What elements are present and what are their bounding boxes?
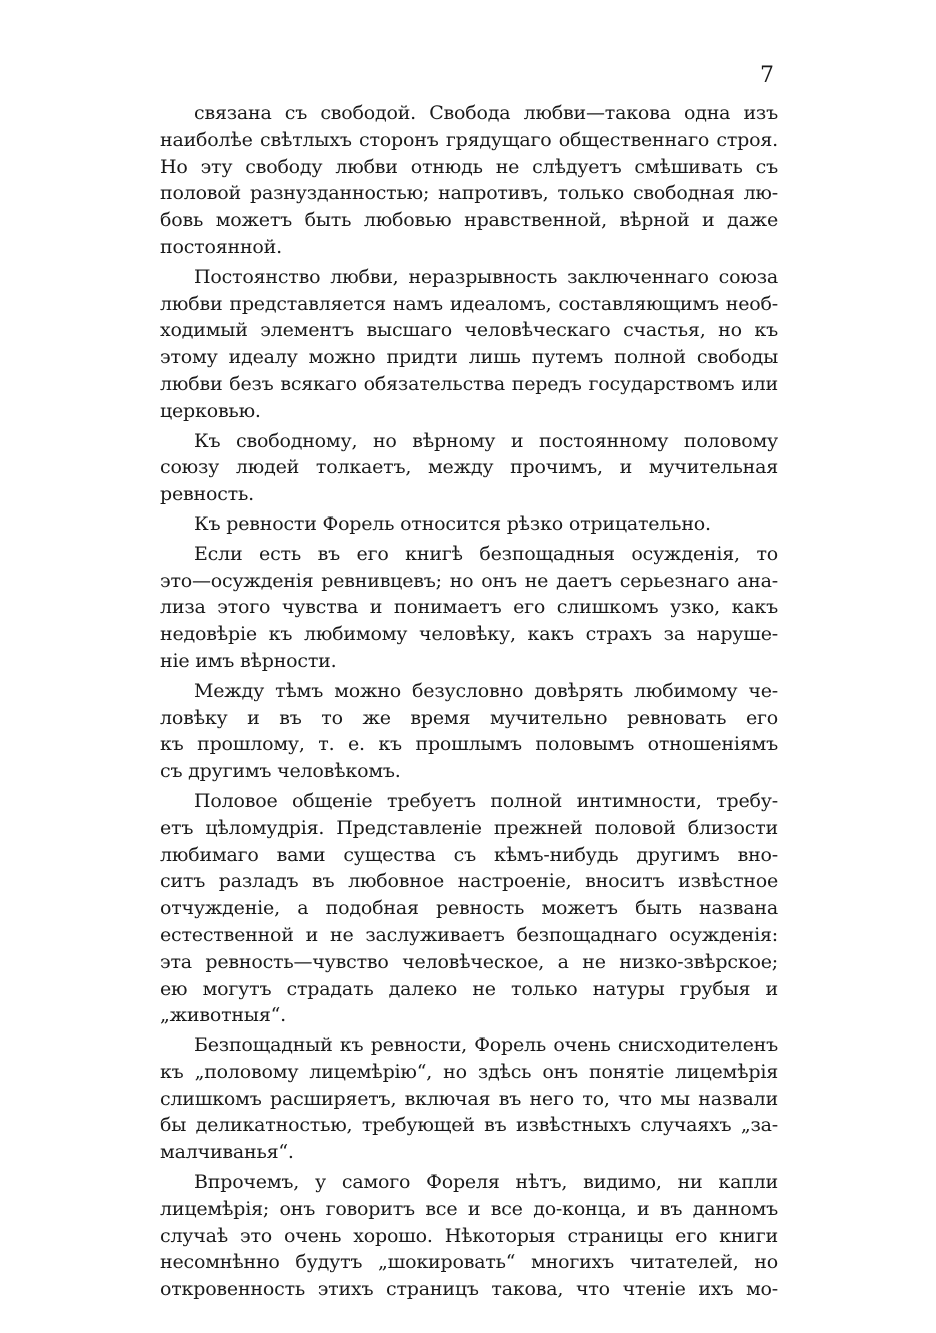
text-line: ситъ разладъ въ любовное настроеніе, вноситъ извѣстное (160, 870, 778, 893)
text-line: Если есть въ его книгѣ безпощадныя осужденія, то (194, 542, 778, 565)
paragraph (160, 100, 778, 261)
text-line: естественной и не заслуживаетъ безпощаднаго осужденія: (160, 923, 778, 946)
text-line: постоянной. (160, 235, 282, 258)
text-line: ревность. (160, 483, 254, 506)
text-line: Между тѣмъ можно безусловно довѣрять любимому че- (194, 679, 778, 702)
text-line: ніе имъ вѣрности. (160, 649, 337, 672)
text-line: Къ свободному, но вѣрному и постоянному половому (194, 429, 778, 452)
text-line: случаѣ это очень хорошо. Нѣкоторыя страницы его книги (160, 1224, 778, 1247)
text-line: любви безъ всякаго обязательства передъ государствомъ или (160, 372, 778, 395)
text-line: любви представляется намъ идеаломъ, составляющимъ необ- (160, 292, 778, 315)
text-line: это—осужденія ревнивцевъ; но онъ не даетъ серьезнаго ана- (160, 569, 778, 592)
text-line: лиза этого чувства и понимаетъ его слишкомъ узко, какъ (160, 596, 778, 619)
text-line: бы деликатностью, требующей въ извѣстныхъ случаяхъ „за- (160, 1114, 778, 1137)
text-line: ею могутъ страдать далеко не только натуры грубыя и (160, 977, 778, 1000)
paragraph (160, 541, 778, 675)
text-line: слишкомъ расширяетъ, включая въ него то, что мы назвали (160, 1087, 778, 1110)
text-line: къ прошлому, т. е. къ прошлымъ половымъ отношеніямъ (160, 733, 778, 756)
paragraph (160, 678, 778, 785)
text-line: „животныя“. (160, 1004, 286, 1027)
text-line: связана съ свободой. Свобода любви—такова одна изъ (194, 102, 778, 124)
body-text (160, 100, 778, 1303)
text-line: Постоянство любви, неразрывность заключеннаго союза (194, 265, 778, 288)
text-line: Половое общеніе требуетъ полной интимности, требу- (194, 789, 778, 812)
text-line: бовь можетъ быть любовью нравственной, вѣрной и даже (160, 209, 778, 232)
text-line: эта ревность—чувство человѣческое, а не низко-звѣрское; (160, 950, 778, 973)
text-line: наиболѣе свѣтлыхъ сторонъ грядущаго общественнаго строя. (160, 128, 778, 151)
text-line: любимаго вами существа съ кѣмъ-нибудь другимъ вно- (160, 843, 778, 866)
text-line: лицемѣрія; онъ говоритъ все и все до-конца, и въ данномъ (160, 1197, 778, 1220)
text-line: съ другимъ человѣкомъ. (160, 760, 401, 783)
paragraph (160, 511, 778, 538)
text-line: ловѣку и въ то же время мучительно ревновать его (160, 706, 778, 729)
text-line: Впрочемъ, у самого Фореля нѣтъ, видимо, ни капли (194, 1171, 778, 1194)
text-line: ходимый элементъ высшаго человѣческаго счастья, но къ (160, 319, 778, 342)
paragraph (160, 428, 778, 508)
text-line: союзу людей толкаетъ, между прочимъ, и мучительная (160, 456, 778, 479)
paragraph (160, 1032, 778, 1166)
paragraph (160, 1169, 778, 1303)
text-line: Къ ревности Форель относится рѣзко отрицательно. (194, 512, 711, 535)
paragraph (160, 264, 778, 425)
text-line: церковью. (160, 399, 261, 422)
text-line: къ „половому лицемѣрію“, но здѣсь онъ понятіе лицемѣрія (160, 1060, 778, 1083)
text-line: отчужденіе, а подобная ревность можетъ быть названа (160, 897, 778, 920)
text-line: етъ цѣломудрія. Представленіе прежней половой близости (160, 816, 778, 839)
text-line: несомнѣнно будутъ „шокировать“ многихъ читателей, но (160, 1251, 778, 1274)
page-number: 7 (760, 63, 774, 88)
text-line: Безпощадный къ ревности, Форель очень снисходителенъ (194, 1034, 778, 1057)
text-line: недовѣріе къ любимому человѣку, какъ страхъ за наруше- (160, 623, 778, 646)
text-line: малчиванья“. (160, 1141, 294, 1164)
text-line: Но эту свободу любви отнюдь не слѣдуетъ смѣшивать съ (160, 155, 778, 178)
paragraph (160, 788, 778, 1029)
text-line: откровенность этихъ страницъ такова, что чтеніе ихъ мо- (160, 1278, 778, 1301)
text-line: этому идеалу можно придти лишь путемъ полной свободы (160, 346, 778, 369)
text-line: половой разнузданностью; напротивъ, только свободная лю- (160, 182, 778, 205)
